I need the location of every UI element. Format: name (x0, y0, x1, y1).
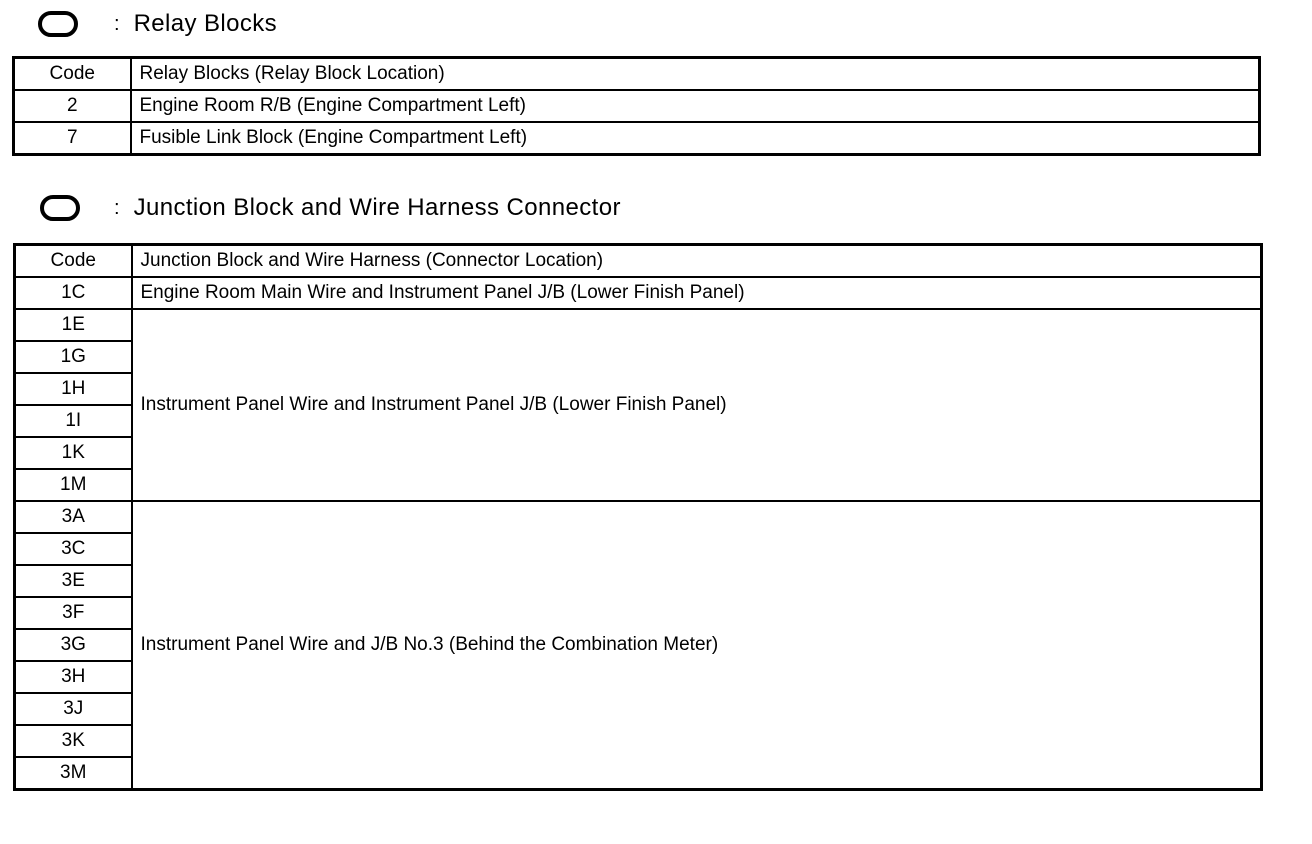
row-code: 1H (15, 373, 132, 405)
row-code: 3C (15, 533, 132, 565)
section-title: Junction Block and Wire Harness Connector (133, 194, 621, 221)
row-code: 1M (15, 469, 132, 501)
header-description: Junction Block and Wire Harness (Connector Location) (132, 245, 1262, 278)
table-header-row (15, 245, 1262, 278)
row-description: Engine Room R/B (Engine Compartment Left) (131, 90, 1260, 122)
junction-block-heading (40, 194, 621, 222)
heading-separator: : (114, 13, 120, 35)
table-row (15, 309, 1262, 341)
table-row (15, 277, 1262, 309)
relay-blocks-heading (38, 10, 277, 38)
row-description: Instrument Panel Wire and J/B No.3 (Behind the Combination Meter) (132, 501, 1262, 790)
row-code: 3G (15, 629, 132, 661)
junction-block-table (13, 243, 1263, 791)
table-row (14, 122, 1260, 155)
header-code: Code (15, 245, 132, 278)
row-code: 1K (15, 437, 132, 469)
table-header-row (14, 58, 1260, 91)
heading-separator: : (114, 197, 120, 219)
row-code: 3M (15, 757, 132, 790)
row-code: 2 (14, 90, 131, 122)
rounded-rectangle-icon (40, 195, 80, 221)
row-description: Fusible Link Block (Engine Compartment Left) (131, 122, 1260, 155)
header-description: Relay Blocks (Relay Block Location) (131, 58, 1260, 91)
row-code: 1G (15, 341, 132, 373)
row-code: 3H (15, 661, 132, 693)
relay-blocks-table (12, 56, 1261, 156)
row-code: 7 (14, 122, 131, 155)
row-code: 3E (15, 565, 132, 597)
row-code: 3A (15, 501, 132, 533)
table-row (14, 90, 1260, 122)
row-description: Instrument Panel Wire and Instrument Panel J/B (Lower Finish Panel) (132, 309, 1262, 501)
row-code: 3K (15, 725, 132, 757)
rounded-rectangle-icon (38, 11, 78, 37)
header-code: Code (14, 58, 131, 91)
row-code: 1E (15, 309, 132, 341)
section-title: Relay Blocks (133, 10, 278, 37)
row-code: 1I (15, 405, 132, 437)
row-code: 1C (15, 277, 132, 309)
table-row (15, 501, 1262, 533)
row-code: 3F (15, 597, 132, 629)
row-code: 3J (15, 693, 132, 725)
row-description: Engine Room Main Wire and Instrument Panel J/B (Lower Finish Panel) (132, 277, 1262, 309)
